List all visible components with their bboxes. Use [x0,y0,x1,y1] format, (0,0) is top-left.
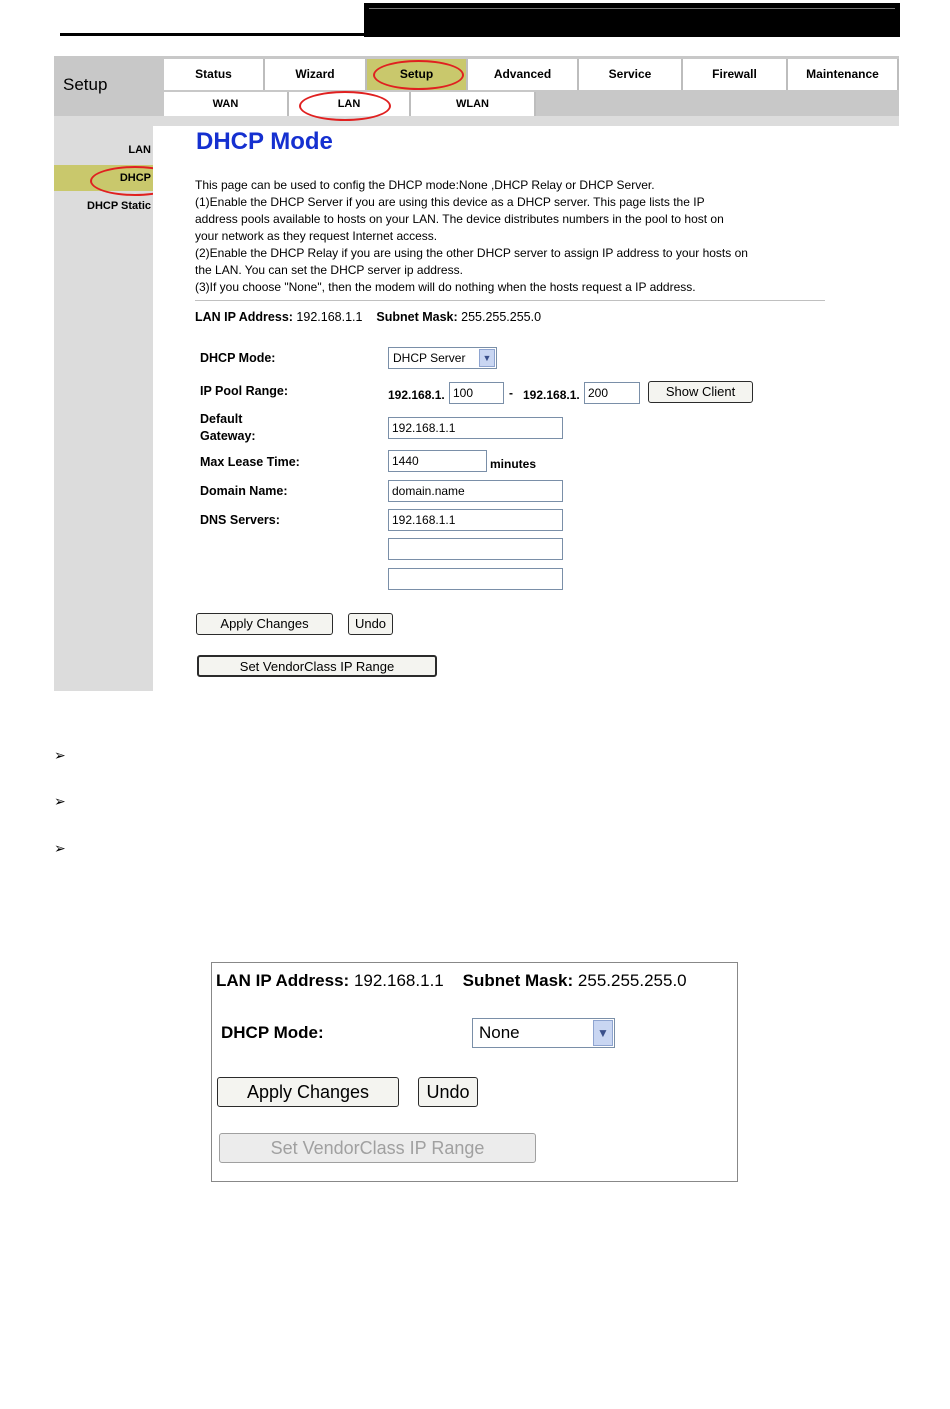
bullet-icon: ➢ [54,747,66,763]
subtab-wlan[interactable]: WLAN [411,92,536,116]
dhcp-none-screenshot [211,962,738,1182]
page-title: DHCP Mode [196,128,333,155]
dhcp-mode-select[interactable]: None ▼ [472,1018,615,1048]
gateway-label-2: Gateway: [200,429,256,443]
highlight-ring [373,60,464,90]
lan-info: LAN IP Address: 192.168.1.1 Subnet Mask: 255.255.255.0 [195,310,542,324]
chevron-down-icon: ▼ [593,1020,613,1046]
set-vendorclass-button[interactable]: Set VendorClass IP Range [197,655,437,677]
page-description: This page can be used to config the DHCP mode:None ,DHCP Relay or DHCP Server. (1)Enable the DHCP Server if you are using this device as a DHCP server. This page lists the IP address pools available to hosts on your LAN. The device distributes numbers in the pool to host on your network as they request Internet access. (2)Enable the DHCP Relay if you are using the other DHCP server to assign IP address to your hosts on the LAN. You can set the DHCP server ip address. (3)If you choose "None", then the modem will do nothing when the hosts request a IP address. [195,178,748,294]
gateway-input[interactable]: 192.168.1.1 [388,417,563,439]
gateway-label-1: Default [200,412,243,426]
header-bar [364,3,900,37]
chevron-down-icon: ▼ [479,349,495,367]
dhcp-mode-label: DHCP Mode: [221,1023,324,1042]
router-setup-screenshot [54,56,899,691]
undo-button[interactable]: Undo [348,613,393,635]
lease-unit: minutes [490,457,537,471]
header-rule [60,33,365,36]
undo-button[interactable]: Undo [418,1077,478,1107]
highlight-ring [299,91,391,121]
dhcp-mode-label: DHCP Mode: [200,351,276,365]
sidebar-item-dhcp-static[interactable]: DHCP Static [87,200,151,212]
subtab-lan[interactable]: LAN [289,92,411,116]
set-vendorclass-button[interactable]: Set VendorClass IP Range [219,1133,536,1163]
dns-input-1[interactable]: 192.168.1.1 [388,509,563,531]
tab-service[interactable]: Service [579,59,683,90]
section-title: Setup [63,75,108,94]
dns-input-2[interactable] [388,538,563,560]
pool-start-input[interactable]: 100 [449,382,504,404]
lan-info: LAN IP Address: 192.168.1.1 Subnet Mask: 255.255.255.0 [216,971,687,990]
tab-maintenance[interactable]: Maintenance [788,59,899,90]
pool-prefix-start: 192.168.1. [388,388,445,402]
bullet-icon: ➢ [54,840,66,856]
tab-firewall[interactable]: Firewall [683,59,788,90]
apply-changes-button[interactable]: Apply Changes [217,1077,399,1107]
divider [195,300,825,301]
sidebar-item-dhcp[interactable]: DHCP [54,165,153,191]
apply-changes-button[interactable]: Apply Changes [196,613,333,635]
tab-setup[interactable]: Setup [367,59,468,90]
domain-label: Domain Name: [200,484,288,498]
tab-advanced[interactable]: Advanced [468,59,579,90]
lease-input[interactable]: 1440 [388,450,487,472]
sidebar-item-lan[interactable]: LAN [128,144,151,156]
domain-input[interactable]: domain.name [388,480,563,502]
pool-end-input[interactable]: 200 [584,382,640,404]
main-content [153,126,899,691]
sidebar [54,126,153,691]
show-client-button[interactable]: Show Client [648,381,753,403]
subtab-wan[interactable]: WAN [164,92,289,116]
tab-wizard[interactable]: Wizard [265,59,367,90]
dns-input-3[interactable] [388,568,563,590]
bullet-icon: ➢ [54,793,66,809]
dns-label: DNS Servers: [200,513,280,527]
ip-pool-label: IP Pool Range: [200,384,288,398]
tab-status[interactable]: Status [164,59,265,90]
dhcp-mode-select[interactable]: DHCP Server ▼ [388,347,497,369]
pool-separator: - [509,386,513,400]
lease-label: Max Lease Time: [200,455,300,469]
pool-prefix-end: 192.168.1. [523,388,580,402]
